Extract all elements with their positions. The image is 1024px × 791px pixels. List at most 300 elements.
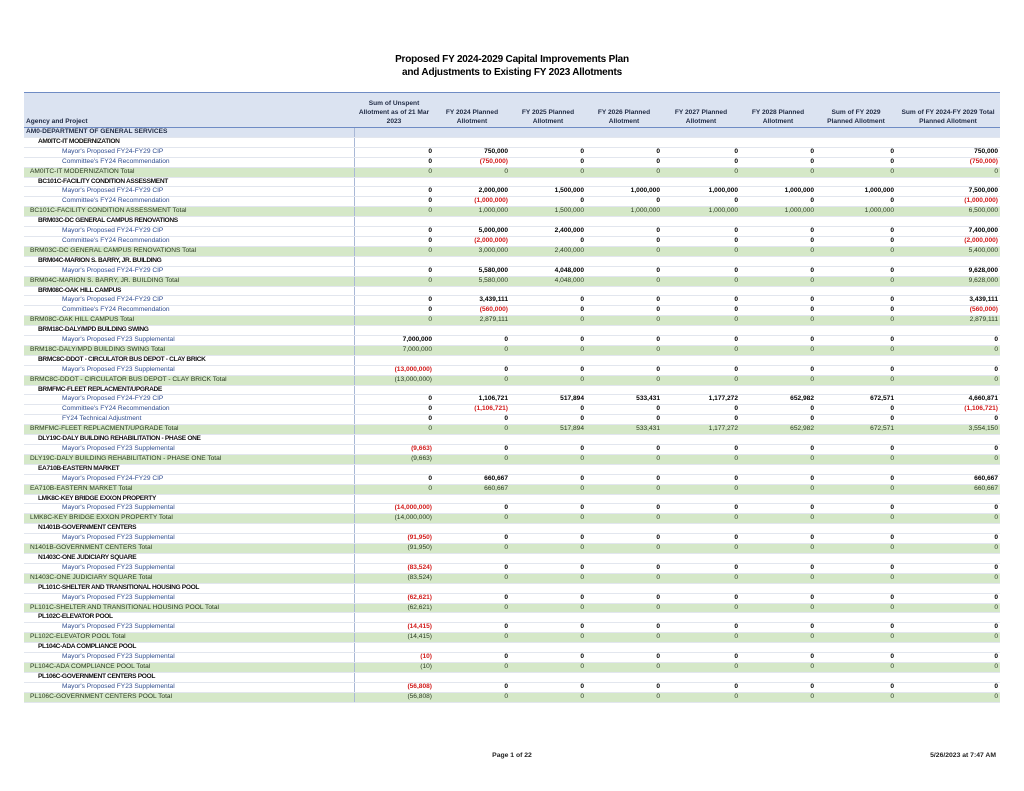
row-value: 0 — [816, 306, 896, 316]
row-value: 0 — [740, 405, 816, 415]
table-row-line — [24, 395, 1000, 405]
row-value: 0 — [816, 246, 896, 256]
row-value — [510, 128, 586, 138]
row-value: 0 — [586, 246, 662, 256]
row-value — [510, 464, 586, 474]
row-value: 0 — [662, 167, 740, 177]
row-value: 0 — [662, 415, 740, 425]
row-label: Mayor's Proposed FY23 Supplemental — [24, 504, 354, 514]
row-value: 0 — [896, 454, 1000, 464]
row-value: 0 — [816, 157, 896, 167]
table-row-total — [24, 375, 1000, 385]
row-value: 0 — [740, 454, 816, 464]
row-label: AM0ITC-IT MODERNIZATION — [24, 137, 354, 147]
row-value: 0 — [510, 534, 586, 544]
table-row-project — [24, 672, 1000, 682]
row-value: 0 — [816, 504, 896, 514]
row-value — [510, 326, 586, 336]
row-value: 0 — [586, 504, 662, 514]
row-value — [434, 286, 510, 296]
row-value: 0 — [586, 544, 662, 554]
row-value: 9,628,000 — [896, 266, 1000, 276]
table-row-project — [24, 286, 1000, 296]
row-value: 0 — [896, 345, 1000, 355]
row-label: AM0ITC-IT MODERNIZATION Total — [24, 167, 354, 177]
row-value: 0 — [896, 682, 1000, 692]
row-value — [816, 583, 896, 593]
row-value: 0 — [510, 653, 586, 663]
row-value: 0 — [434, 682, 510, 692]
row-value: 7,400,000 — [896, 227, 1000, 237]
row-value: (560,000) — [434, 306, 510, 316]
table-row-total — [24, 276, 1000, 286]
row-label: Committee's FY24 Recommendation — [24, 236, 354, 246]
row-value — [662, 385, 740, 395]
row-value — [896, 435, 1000, 445]
col-header-fy2024: FY 2024 Planned Allotment — [434, 93, 510, 128]
row-value: (13,000,000) — [354, 375, 434, 385]
row-value: 0 — [434, 504, 510, 514]
table-row-total — [24, 573, 1000, 583]
row-value: 0 — [816, 573, 896, 583]
row-value: 0 — [662, 316, 740, 326]
table-row-project — [24, 494, 1000, 504]
row-value: 0 — [662, 365, 740, 375]
row-value: 0 — [662, 246, 740, 256]
row-value — [662, 494, 740, 504]
row-value — [896, 613, 1000, 623]
row-value: 0 — [740, 445, 816, 455]
row-value: 2,400,000 — [510, 227, 586, 237]
row-value: 0 — [662, 266, 740, 276]
row-value — [354, 613, 434, 623]
row-value — [740, 613, 816, 623]
row-value: 660,667 — [434, 484, 510, 494]
row-value — [434, 553, 510, 563]
row-value: 0 — [662, 692, 740, 702]
row-label: Committee's FY24 Recommendation — [24, 405, 354, 415]
row-value: 0 — [896, 593, 1000, 603]
table-row-line — [24, 197, 1000, 207]
row-value: 0 — [662, 682, 740, 692]
row-value — [662, 524, 740, 534]
row-value — [510, 217, 586, 227]
row-value — [662, 256, 740, 266]
row-value: 0 — [586, 336, 662, 346]
col-header-fy2027: FY 2027 Planned Allotment — [662, 93, 740, 128]
row-value — [586, 524, 662, 534]
row-value: 0 — [816, 445, 896, 455]
row-value: 0 — [662, 534, 740, 544]
row-value: 0 — [662, 633, 740, 643]
row-value: (14,415) — [354, 623, 434, 633]
row-value — [434, 385, 510, 395]
row-value: 0 — [816, 167, 896, 177]
row-label: PL102C-ELEVATOR POOL Total — [24, 633, 354, 643]
row-value: 0 — [586, 484, 662, 494]
row-value: 0 — [896, 365, 1000, 375]
row-value: 652,982 — [740, 425, 816, 435]
row-value — [662, 435, 740, 445]
row-value: 1,000,000 — [740, 187, 816, 197]
row-value: 0 — [510, 157, 586, 167]
row-value — [510, 355, 586, 365]
row-value: 0 — [740, 246, 816, 256]
row-value — [434, 326, 510, 336]
row-value — [816, 128, 896, 138]
table-row-project — [24, 217, 1000, 227]
row-value: 0 — [896, 445, 1000, 455]
row-value: 0 — [896, 534, 1000, 544]
row-value — [740, 177, 816, 187]
row-value: 0 — [740, 227, 816, 237]
row-value — [354, 128, 434, 138]
row-value: 0 — [740, 534, 816, 544]
table-row-line — [24, 187, 1000, 197]
row-value: (1,106,721) — [434, 405, 510, 415]
row-value: 0 — [816, 236, 896, 246]
row-value: 0 — [662, 514, 740, 524]
row-value — [662, 128, 740, 138]
table-row-project — [24, 177, 1000, 187]
row-value: 0 — [662, 544, 740, 554]
table-row-project — [24, 583, 1000, 593]
table-row-total — [24, 603, 1000, 613]
row-value: 0 — [586, 375, 662, 385]
row-label: BRMFMC-FLEET REPLACMENT/UPGRADE — [24, 385, 354, 395]
row-value: 0 — [896, 603, 1000, 613]
row-value: (91,950) — [354, 544, 434, 554]
row-value: 0 — [740, 236, 816, 246]
row-label: Mayor's Proposed FY23 Supplemental — [24, 593, 354, 603]
row-value: 0 — [434, 653, 510, 663]
row-label: Mayor's Proposed FY24-FY29 CIP — [24, 296, 354, 306]
row-value — [816, 553, 896, 563]
row-value: 0 — [816, 474, 896, 484]
row-value: 0 — [586, 623, 662, 633]
row-value: 6,500,000 — [896, 207, 1000, 217]
row-value — [510, 494, 586, 504]
row-label: Committee's FY24 Recommendation — [24, 306, 354, 316]
row-value: 4,660,871 — [896, 395, 1000, 405]
row-value: 0 — [816, 662, 896, 672]
row-value — [586, 643, 662, 653]
row-value: (83,524) — [354, 573, 434, 583]
table-row-project — [24, 435, 1000, 445]
row-value: 0 — [510, 445, 586, 455]
row-value: 0 — [740, 662, 816, 672]
table-body — [24, 128, 1000, 703]
row-label: Mayor's Proposed FY24-FY29 CIP — [24, 395, 354, 405]
row-value: 0 — [896, 375, 1000, 385]
row-value — [662, 583, 740, 593]
row-value — [816, 286, 896, 296]
row-value — [434, 435, 510, 445]
row-value: 0 — [434, 662, 510, 672]
row-label: Mayor's Proposed FY23 Supplemental — [24, 623, 354, 633]
row-value — [510, 137, 586, 147]
row-value: 0 — [510, 336, 586, 346]
row-value: (14,000,000) — [354, 514, 434, 524]
row-label: Mayor's Proposed FY23 Supplemental — [24, 653, 354, 663]
table-row-total — [24, 316, 1000, 326]
row-value: 0 — [816, 484, 896, 494]
row-value: 0 — [896, 167, 1000, 177]
row-value: 3,439,111 — [896, 296, 1000, 306]
row-value: (1,000,000) — [896, 197, 1000, 207]
row-value: 0 — [662, 603, 740, 613]
row-value: 5,580,000 — [434, 276, 510, 286]
row-value — [354, 524, 434, 534]
row-value: 0 — [662, 147, 740, 157]
row-label: Committee's FY24 Recommendation — [24, 197, 354, 207]
row-value: 0 — [354, 474, 434, 484]
row-value: 0 — [816, 266, 896, 276]
row-value — [510, 177, 586, 187]
row-value: 0 — [510, 662, 586, 672]
row-value: 2,879,111 — [434, 316, 510, 326]
row-value: 0 — [510, 563, 586, 573]
row-value: 0 — [586, 653, 662, 663]
row-value: (9,663) — [354, 454, 434, 464]
row-value — [816, 137, 896, 147]
row-label: PL102C-ELEVATOR POOL — [24, 613, 354, 623]
row-value — [662, 553, 740, 563]
row-value — [740, 217, 816, 227]
row-value: 0 — [662, 375, 740, 385]
row-label: N1401B-GOVERNMENT CENTERS Total — [24, 544, 354, 554]
row-value: 0 — [586, 157, 662, 167]
table-row-total — [24, 345, 1000, 355]
row-value: 0 — [586, 405, 662, 415]
row-value: 1,000,000 — [740, 207, 816, 217]
row-value: 0 — [586, 345, 662, 355]
row-value — [816, 464, 896, 474]
row-label: BRMFMC-FLEET REPLACMENT/UPGRADE Total — [24, 425, 354, 435]
row-value: 0 — [896, 415, 1000, 425]
row-value: 0 — [816, 623, 896, 633]
row-value: 0 — [896, 504, 1000, 514]
table-row-project — [24, 137, 1000, 147]
row-value — [740, 128, 816, 138]
row-value: 0 — [662, 236, 740, 246]
row-label: BRM04C-MARION S. BARRY, JR. BUILDING — [24, 256, 354, 266]
row-value: 0 — [816, 227, 896, 237]
row-value: 1,000,000 — [434, 207, 510, 217]
row-value: 0 — [354, 236, 434, 246]
row-value — [816, 217, 896, 227]
row-value: (14,415) — [354, 633, 434, 643]
row-value: 0 — [816, 454, 896, 464]
row-value: 0 — [740, 692, 816, 702]
row-value: (750,000) — [896, 157, 1000, 167]
row-value: 0 — [662, 197, 740, 207]
col-header-fy2028: FY 2028 Planned Allotment — [740, 93, 816, 128]
row-label: BRM08C-OAK HILL CAMPUS — [24, 286, 354, 296]
row-value: 0 — [586, 593, 662, 603]
row-value: 0 — [354, 415, 434, 425]
row-value: 0 — [662, 227, 740, 237]
row-value: 660,667 — [896, 474, 1000, 484]
row-value: 0 — [510, 296, 586, 306]
row-value — [662, 464, 740, 474]
row-value — [434, 355, 510, 365]
row-value — [354, 672, 434, 682]
row-value — [740, 494, 816, 504]
row-value: 0 — [816, 593, 896, 603]
row-value — [354, 494, 434, 504]
row-value: 0 — [740, 653, 816, 663]
row-value: 1,177,272 — [662, 395, 740, 405]
row-value — [434, 256, 510, 266]
table-row-project — [24, 355, 1000, 365]
table-row-line — [24, 405, 1000, 415]
row-value: 0 — [434, 514, 510, 524]
row-label: Mayor's Proposed FY24-FY29 CIP — [24, 187, 354, 197]
row-value — [586, 256, 662, 266]
row-value — [740, 385, 816, 395]
row-value — [740, 137, 816, 147]
row-label: BRMC8C-DDOT - CIRCULATOR BUS DEPOT - CLAY BRICK Total — [24, 375, 354, 385]
row-label: PL106C-GOVERNMENT CENTERS POOL Total — [24, 692, 354, 702]
row-value — [740, 524, 816, 534]
row-value — [896, 137, 1000, 147]
row-value — [896, 494, 1000, 504]
row-value: 0 — [510, 623, 586, 633]
row-label: BRMC8C-DDOT - CIRCULATOR BUS DEPOT - CLAY BRICK — [24, 355, 354, 365]
row-value — [662, 286, 740, 296]
row-label: N1403C-ONE JUDICIARY SQUARE Total — [24, 573, 354, 583]
row-value: 0 — [740, 345, 816, 355]
col-header-fy2026: FY 2026 Planned Allotment — [586, 93, 662, 128]
row-value: 1,177,272 — [662, 425, 740, 435]
row-value: 0 — [586, 197, 662, 207]
row-value: 0 — [434, 365, 510, 375]
row-label: AM0-DEPARTMENT OF GENERAL SERVICES — [24, 128, 354, 138]
row-value — [510, 524, 586, 534]
row-value: 0 — [586, 365, 662, 375]
row-value — [434, 613, 510, 623]
allotments-table — [24, 92, 1000, 703]
row-value: 0 — [740, 157, 816, 167]
table-row-total — [24, 207, 1000, 217]
row-value: 0 — [510, 147, 586, 157]
row-value: 0 — [740, 682, 816, 692]
row-value — [896, 385, 1000, 395]
row-value — [816, 177, 896, 187]
row-value: 0 — [816, 296, 896, 306]
row-value: 0 — [510, 345, 586, 355]
row-value: 0 — [662, 157, 740, 167]
row-value: 0 — [586, 227, 662, 237]
row-value: (2,000,000) — [896, 236, 1000, 246]
row-label: Mayor's Proposed FY24-FY29 CIP — [24, 266, 354, 276]
row-value — [510, 553, 586, 563]
row-value: (62,621) — [354, 593, 434, 603]
row-value: 0 — [740, 296, 816, 306]
row-value: 3,000,000 — [434, 246, 510, 256]
table-row-line — [24, 534, 1000, 544]
row-value: 0 — [354, 157, 434, 167]
row-value — [354, 256, 434, 266]
row-value — [434, 494, 510, 504]
row-value — [586, 326, 662, 336]
table-row-project — [24, 553, 1000, 563]
row-value: 0 — [510, 633, 586, 643]
row-value: 0 — [740, 306, 816, 316]
row-value: 0 — [740, 474, 816, 484]
row-value — [816, 643, 896, 653]
row-value — [896, 326, 1000, 336]
row-value: 0 — [586, 662, 662, 672]
row-value: 0 — [354, 306, 434, 316]
table-row-total — [24, 246, 1000, 256]
row-value: 0 — [510, 682, 586, 692]
row-value — [662, 613, 740, 623]
row-value — [510, 672, 586, 682]
row-value — [586, 494, 662, 504]
table-row-line — [24, 147, 1000, 157]
row-value — [354, 177, 434, 187]
row-value — [586, 128, 662, 138]
row-value: 0 — [510, 603, 586, 613]
row-value — [510, 583, 586, 593]
row-value: 0 — [662, 276, 740, 286]
row-value: 0 — [740, 544, 816, 554]
table-row-line — [24, 266, 1000, 276]
row-value — [586, 177, 662, 187]
row-value: 0 — [816, 633, 896, 643]
table-row-line — [24, 653, 1000, 663]
row-value — [740, 286, 816, 296]
row-value: (10) — [354, 653, 434, 663]
row-value: 660,667 — [896, 484, 1000, 494]
row-value — [662, 326, 740, 336]
table-row-line — [24, 682, 1000, 692]
row-value: (9,663) — [354, 445, 434, 455]
row-value — [354, 464, 434, 474]
table-row-line — [24, 445, 1000, 455]
row-label: Mayor's Proposed FY24-FY29 CIP — [24, 474, 354, 484]
row-value: 0 — [586, 296, 662, 306]
table-row-project — [24, 385, 1000, 395]
row-value: 0 — [434, 692, 510, 702]
row-value: 1,000,000 — [586, 207, 662, 217]
row-value: (62,621) — [354, 603, 434, 613]
row-value: 0 — [816, 534, 896, 544]
row-value: (2,000,000) — [434, 236, 510, 246]
row-value: 0 — [354, 207, 434, 217]
row-value: 0 — [434, 454, 510, 464]
row-value: 0 — [740, 167, 816, 177]
row-value: (56,808) — [354, 692, 434, 702]
row-value: 0 — [740, 603, 816, 613]
row-value — [434, 464, 510, 474]
row-value: 0 — [586, 415, 662, 425]
row-label: EA710B-EASTERN MARKET — [24, 464, 354, 474]
table-row-line — [24, 593, 1000, 603]
row-value — [586, 217, 662, 227]
row-value — [434, 217, 510, 227]
table-row-line — [24, 236, 1000, 246]
row-value: 0 — [740, 375, 816, 385]
row-value: 0 — [354, 227, 434, 237]
row-value: 0 — [354, 395, 434, 405]
row-value — [740, 464, 816, 474]
row-value: 0 — [434, 603, 510, 613]
row-value — [354, 643, 434, 653]
row-value: 0 — [354, 147, 434, 157]
